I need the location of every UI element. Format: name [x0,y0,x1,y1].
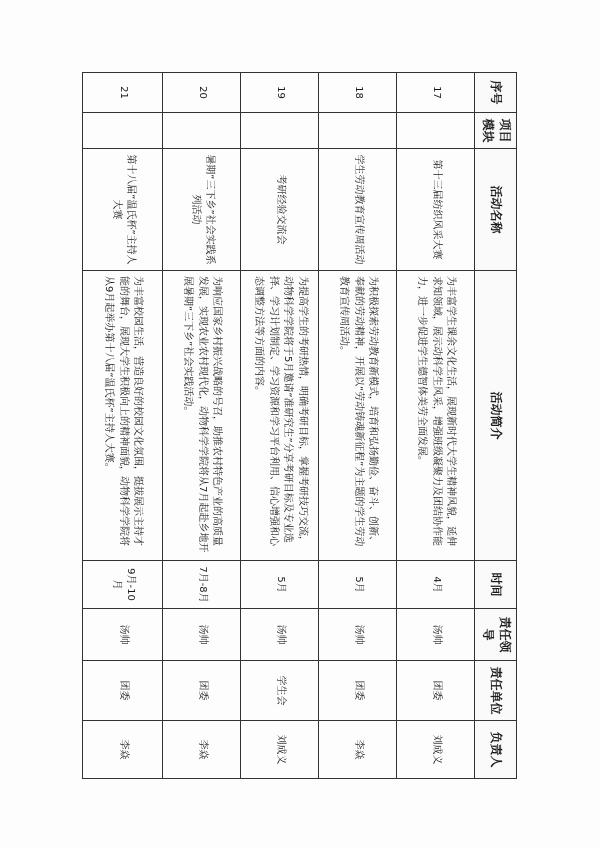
header-person: 负责人 [475,721,517,779]
cell-intro: 为丰富校园生活，营造良好的校园文化氛围，挺拔展示主持才能的舞台，展现大学生积极向上的精神面貌，动物科学学院将从9月起举办第十八届“温氏杯”主持人大赛。 [83,271,163,561]
cell-seq: 17 [397,73,475,113]
cell-module [163,113,241,149]
cell-leader: 汤帅 [319,609,397,661]
cell-intro: 为响应国家乡村振兴战略的号召，助推农村特色产业的高质量发展，实现农业农村现代化，动物科学学院将从7月起赴乡地开展暑期“三下乡”社会实践活动。 [163,271,241,561]
cell-name: 考研经验交流会 [241,149,319,271]
cell-leader: 汤帅 [163,609,241,661]
cell-unit: 团委 [83,661,163,721]
cell-seq: 19 [241,73,319,113]
header-name: 活动名称 [475,149,517,271]
cell-person: 李焱 [163,721,241,779]
cell-seq: 21 [83,73,163,113]
cell-name: 学生劳动教育宣传周活动 [319,149,397,271]
cell-module [397,113,475,149]
header-time: 时间 [475,561,517,609]
table-row [163,73,241,779]
cell-unit: 团委 [397,661,475,721]
header-leader: 责任领导 [475,609,517,661]
cell-time: 9月-10月 [83,561,163,609]
cell-person: 李焱 [83,721,163,779]
table-row [241,73,319,779]
rotated-table-container [85,72,517,778]
header-row [475,73,517,779]
cell-intro: 为积极探索劳动教育新模式，培育和弘扬勤俭、奋斗、创新、奉献的劳动精神，开展以“劳动铸魂新征程”为主题的学生劳动教育宣传周活动。 [319,271,397,561]
cell-person: 刘成义 [241,721,319,779]
cell-module [241,113,319,149]
cell-leader: 汤帅 [83,609,163,661]
header-seq: 序号 [475,73,517,113]
header-module: 项目模块 [475,113,517,149]
cell-person: 刘成义 [397,721,475,779]
header-unit: 责任单位 [475,661,517,721]
cell-intro: 为丰富学生课余文化生活，展现新时代大学生精神风貌，延伸求知领域，展示动科学生风采，增强班级凝聚力及团结协作能力，进一步促进学生德智体美劳全面发展。 [397,271,475,561]
cell-time: 5月 [319,561,397,609]
cell-person: 李焱 [319,721,397,779]
cell-time: 7月-8月 [163,561,241,609]
cell-unit: 团委 [163,661,241,721]
cell-unit: 学生会 [241,661,319,721]
cell-leader: 汤帅 [397,609,475,661]
activity-table [82,72,517,779]
cell-time: 4月 [397,561,475,609]
cell-time: 5月 [241,561,319,609]
header-intro: 活动简介 [475,271,517,561]
cell-unit: 团委 [319,661,397,721]
cell-module [319,113,397,149]
table-row [83,73,163,779]
cell-name: 第十八届“温氏杯”主持人大赛 [83,149,163,271]
cell-name: 第十三届纺织风采大赛 [397,149,475,271]
cell-intro: 为提高学生的考研热情，明确考研目标，掌握考研技巧交流，动物科学学院将于5月邀请“准研究生”分享考研目标及专业选择、学习计划制定、学习资源和学习平台利用、信心增强和心态调整方法等方面的内容。 [241,271,319,561]
table-row [397,73,475,779]
cell-seq: 18 [319,73,397,113]
cell-name: 暑期“三下乡”社会实践系列活动 [163,149,241,271]
table-row [319,73,397,779]
cell-module [83,113,163,149]
cell-leader: 汤帅 [241,609,319,661]
cell-seq: 20 [163,73,241,113]
